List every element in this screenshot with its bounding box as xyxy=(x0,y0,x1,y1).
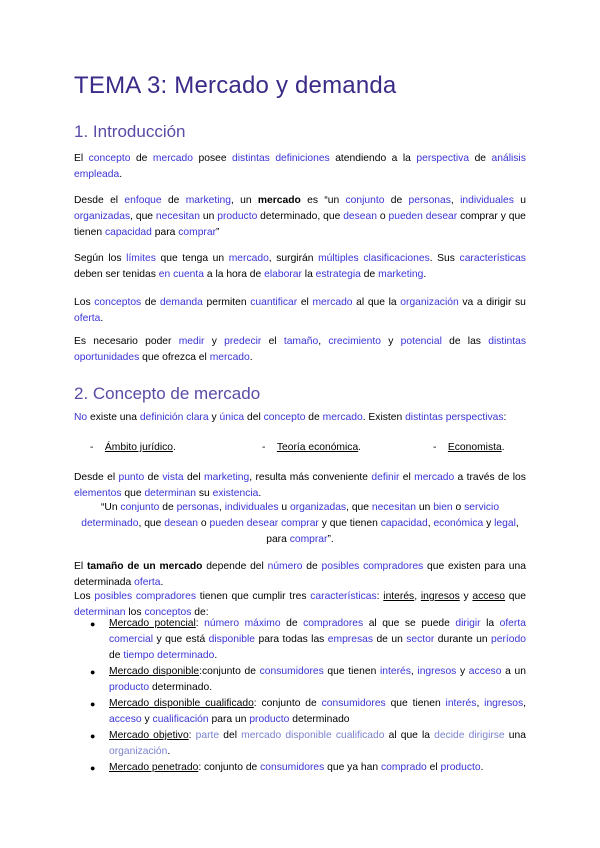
bullet-dot-icon: ● xyxy=(90,699,96,709)
page-title: TEMA 3: Mercado y demanda xyxy=(74,72,397,99)
list-item-mercado-potencial: ● Mercado potencial: número máximo de compradores al que se puede dirigir la oferta comercial y que está disponible para todas las empresas de un sector durante un período de tiempo determinado. xyxy=(90,618,526,661)
concepto-paragraph-3: El tamaño de un mercado depende del número de posibles compradores que existen para una determinada oferta. xyxy=(74,561,526,588)
intro-paragraph-1: El concepto de mercado posee distintas definiciones atendiendo a la perspectiva de análisis empleada. xyxy=(74,153,526,180)
concepto-paragraph-1: No existe una definición clara y única del concepto de mercado. Existen distintas perspectivas: xyxy=(74,412,507,423)
perspective-item-juridico: - Ámbito jurídico. xyxy=(90,442,176,453)
intro-paragraph-5: Es necesario poder medir y predecir el tamaño, crecimiento y potencial de las distintas oportunidades que ofrezca el mercado. xyxy=(74,336,526,363)
bullet-dot-icon: ● xyxy=(90,763,96,773)
intro-paragraph-3: Según los límites que tenga un mercado, surgirán múltiples clasificaciones. Sus características deben ser tenidas en cuenta a la hora de elaborar la estrategia de marketing. xyxy=(74,253,526,280)
market-types-list xyxy=(74,616,526,776)
list-item-mercado-objetivo: ● Mercado objetivo: parte del mercado disponible cualificado al que la decide dirigirse una organización. xyxy=(90,730,526,757)
bullet-dot-icon: ● xyxy=(90,619,96,629)
perspective-item-economista: - Economista. xyxy=(433,442,505,453)
intro-paragraph-4: Los conceptos de demanda permiten cuantificar el mercado al que la organización va a dirigir su oferta. xyxy=(74,297,526,324)
list-item-mercado-disponible: ● Mercado disponible:conjunto de consumidores que tienen interés, ingresos y acceso a un producto determinado. xyxy=(90,666,526,693)
perspective-item-economica: - Teoría económica. xyxy=(262,442,362,453)
section-heading-concepto-mercado: 2. Concepto de mercado xyxy=(74,384,261,403)
market-definition-quote: “Un conjunto de personas, individuales u organizadas, que necesitan un bien o servicio determinado, que desean o pueden desear comprar y que tienen capacidad, económica y legal, para comprar”. xyxy=(81,502,519,545)
concepto-paragraph-4: Los posibles compradores tienen que cumplir tres características: interés, ingresos y acceso que determinan los conceptos de: xyxy=(74,591,526,618)
section-heading-introduccion: 1. Introducción xyxy=(74,122,186,141)
bullet-dot-icon: ● xyxy=(90,731,96,741)
list-item-mercado-penetrado: ● Mercado penetrado: conjunto de consumidores que ya han comprado el producto. xyxy=(74,760,526,776)
intro-paragraph-2: Desde el enfoque de marketing, un mercado es “un conjunto de personas, individuales u organizadas, que necesitan un producto determinado, que desean o pueden desear comprar y que tienen capacidad para comprar” xyxy=(74,195,526,238)
concepto-paragraph-2: Desde el punto de vista del marketing, resulta más conveniente definir el mercado a través de los elementos que determinan su existencia. xyxy=(74,472,526,499)
list-item-mercado-disponible-cualificado: ● Mercado disponible cualificado: conjunto de consumidores que tienen interés, ingresos, acceso y cualificación para un producto determinado xyxy=(90,698,526,725)
bullet-dot-icon: ● xyxy=(90,667,96,677)
